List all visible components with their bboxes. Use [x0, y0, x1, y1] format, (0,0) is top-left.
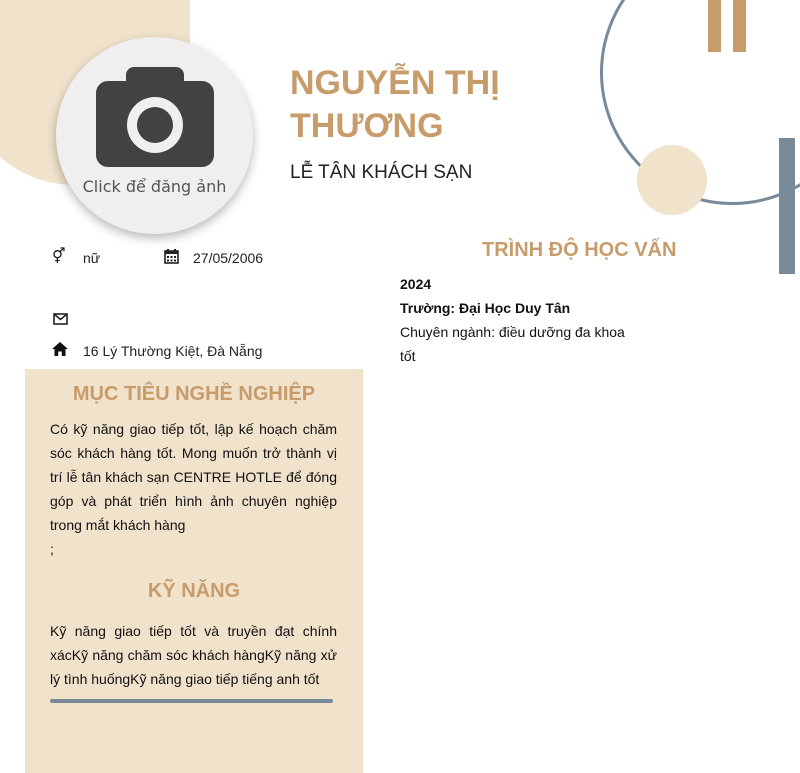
- address-value[interactable]: 16 Lý Thường Kiệt, Đà Nẵng: [83, 343, 263, 359]
- gender-icon: ⚥: [52, 248, 66, 265]
- job-title[interactable]: LỄ TÂN KHÁCH SẠN: [290, 162, 473, 183]
- photo-upload-button[interactable]: [56, 37, 253, 234]
- name-line-1: NGUYỄN THỊ: [290, 64, 500, 102]
- photo-upload-label: Click để đăng ảnh: [82, 177, 227, 196]
- education-school[interactable]: Trường: Đại Học Duy Tân: [400, 300, 571, 316]
- decor-bar-2: [733, 0, 746, 52]
- calendar-icon: [164, 249, 179, 264]
- education-major[interactable]: Chuyên ngành: điều dưỡng đa khoa: [400, 324, 625, 340]
- education-title: TRÌNH ĐỘ HỌC VẤN: [482, 239, 677, 261]
- decor-dot-top-right: [637, 145, 707, 215]
- decor-bar-1: [708, 0, 721, 52]
- camera-icon: [96, 65, 214, 169]
- education-year[interactable]: 2024: [400, 276, 432, 292]
- home-icon: [52, 342, 68, 356]
- mail-icon: [53, 313, 68, 325]
- gender-value[interactable]: nữ: [83, 250, 101, 266]
- skills-title: KỸ NĂNG: [147, 580, 241, 602]
- birthday-value[interactable]: 27/05/2006: [193, 250, 264, 266]
- panel-divider: [50, 699, 333, 703]
- skills-text[interactable]: Kỹ năng giao tiếp tốt và truyền đạt chính xácKỹ năng chăm sóc khách hàngKỹ năng xử lý tình huốngKỹ năng giao tiếp tiếng anh tốt: [50, 623, 337, 687]
- education-major-cont[interactable]: tốt: [400, 348, 416, 364]
- full-name[interactable]: [290, 62, 550, 148]
- name-line-2: THƯƠNG: [290, 107, 444, 145]
- objective-body: Có kỹ năng giao tiếp tốt, lập kế hoạch chăm sóc khách hàng tốt. Mong muốn trở thành vị trí lễ tân khách sạn CENTRE HOTLE để đóng góp và phát triển hình ảnh chuyên nghiệp trong mắt khách hàng: [50, 421, 337, 533]
- objective-title: MỤC TIÊU NGHỀ NGHIỆP: [72, 383, 316, 405]
- objective-text[interactable]: [50, 417, 337, 561]
- objective-extra: ;: [50, 541, 54, 557]
- decor-side-bar: [779, 138, 795, 274]
- left-panel: [25, 369, 363, 773]
